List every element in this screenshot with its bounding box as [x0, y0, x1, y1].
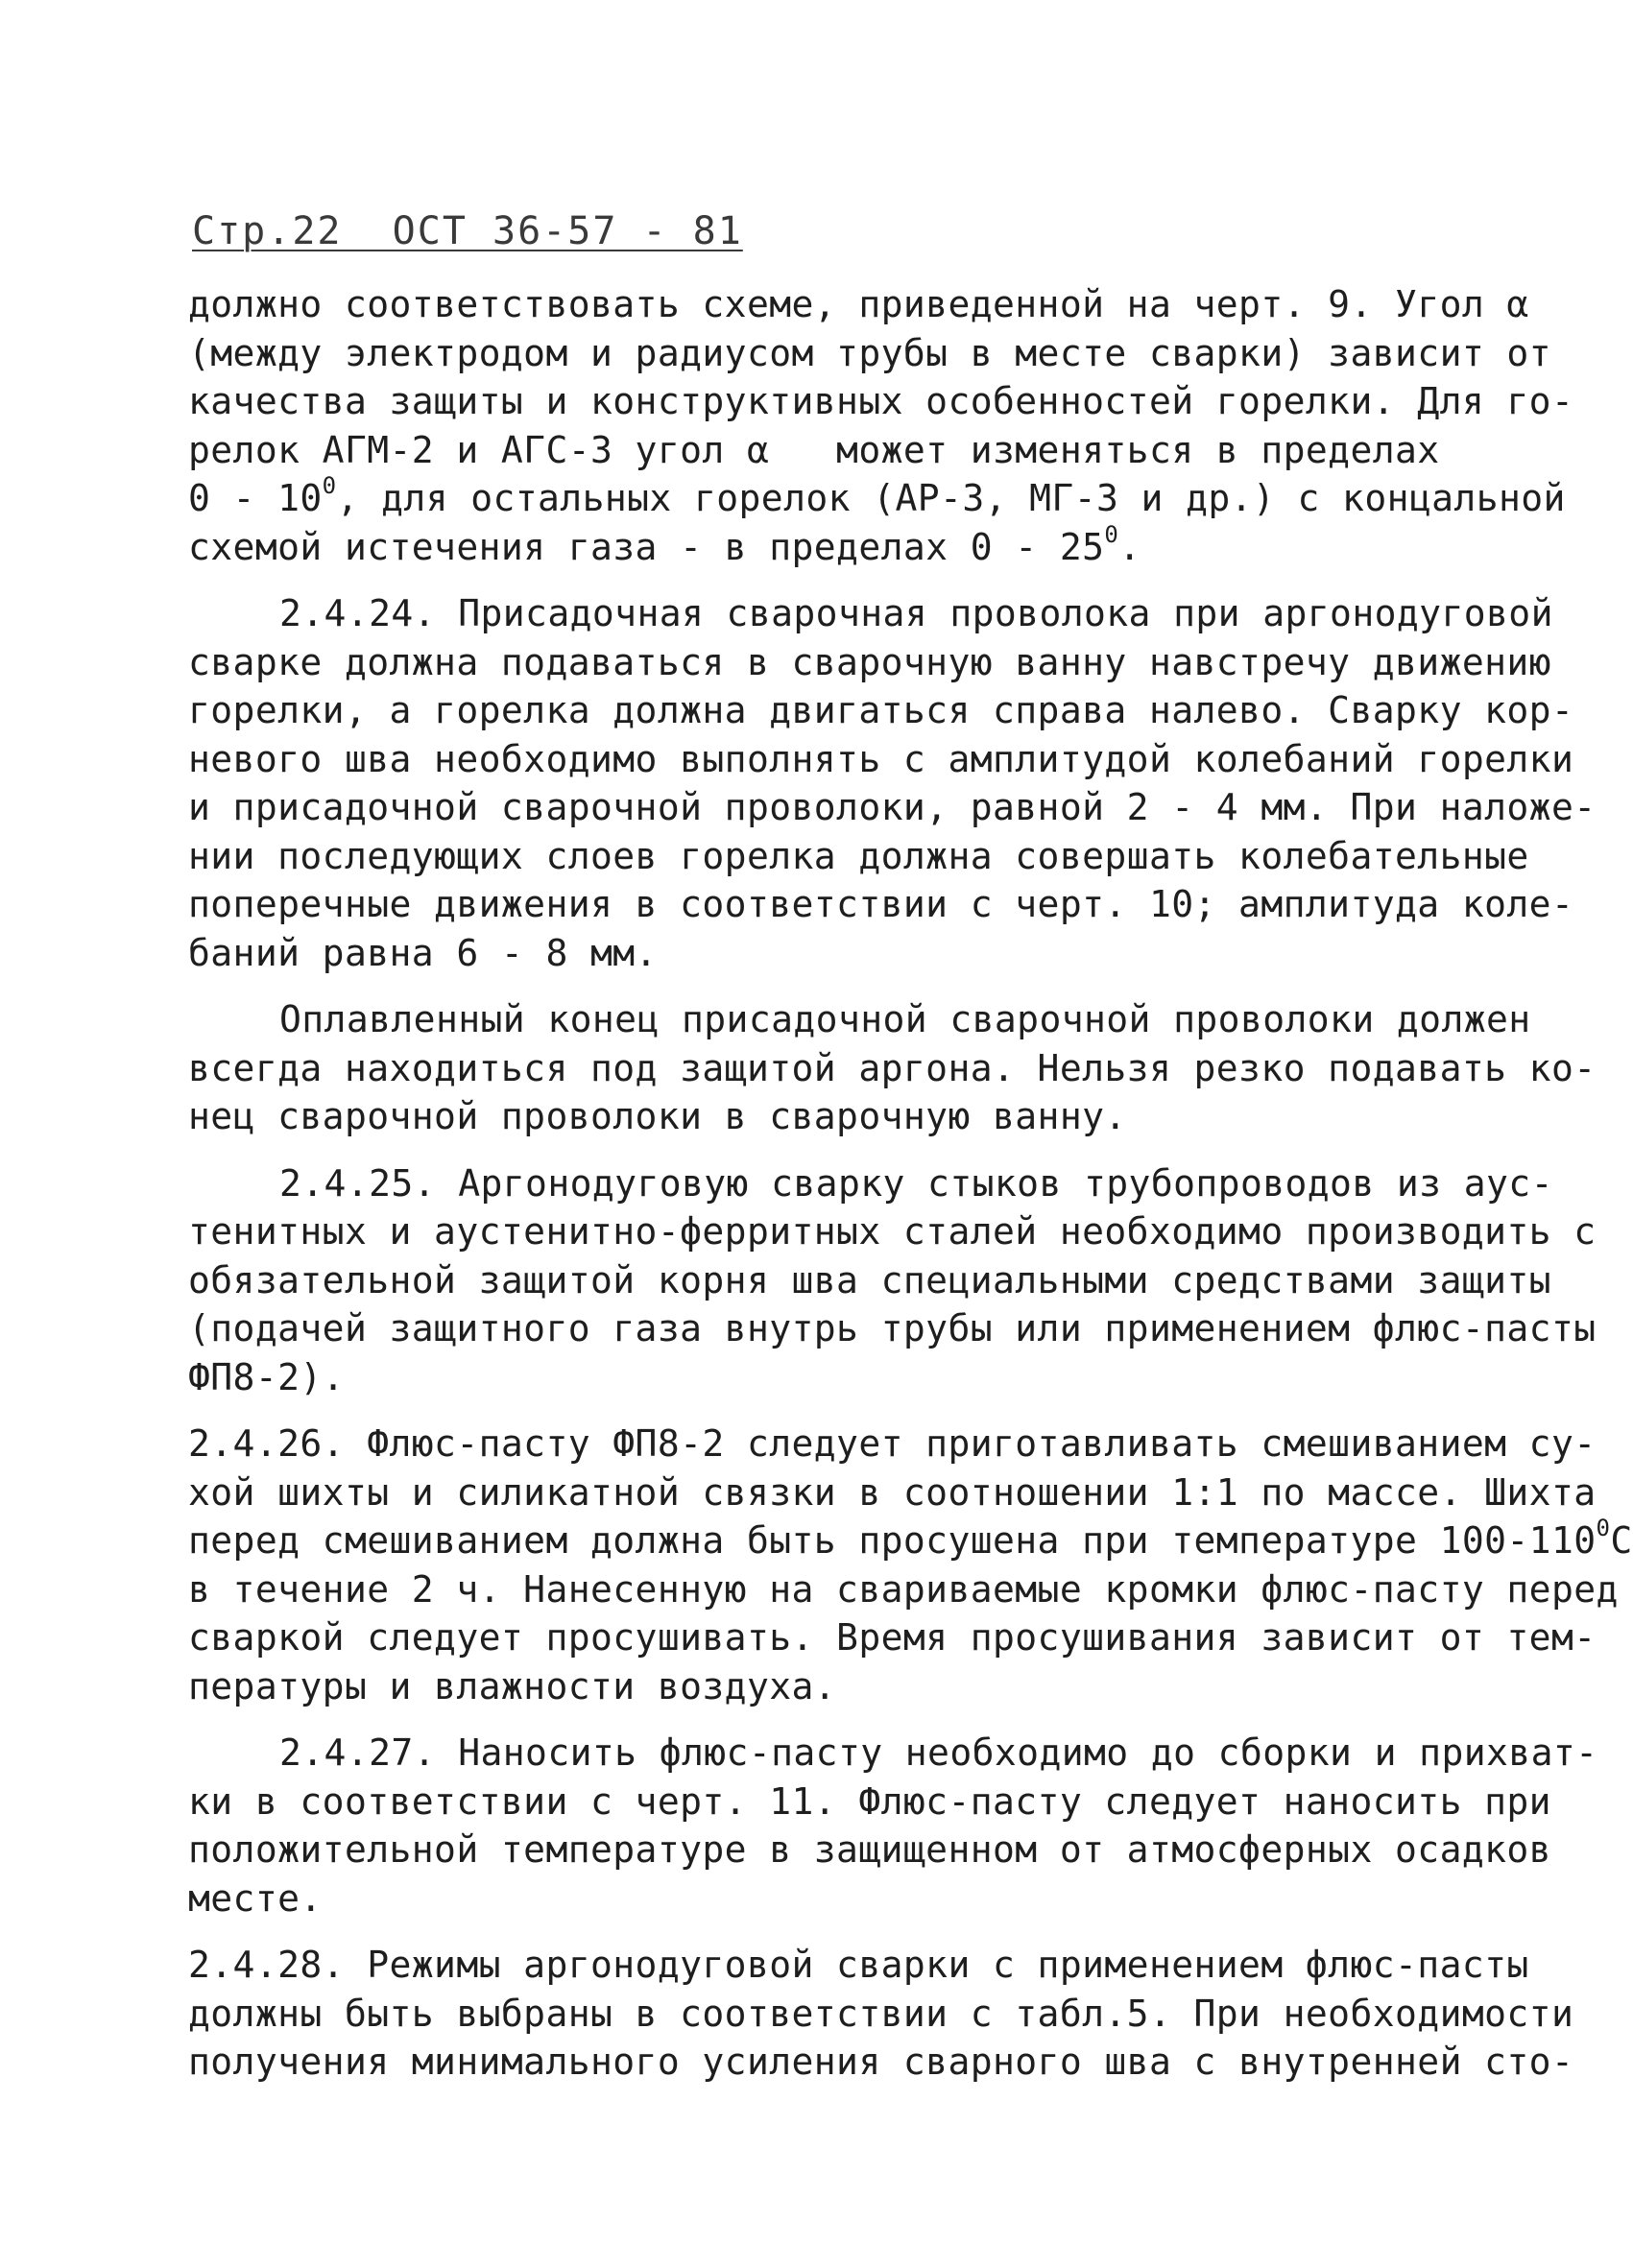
text-line-content: 2.4.27. Наносить флюс-пасту необходимо до сборки и прихват- [279, 1731, 1598, 1774]
text-line-content: 2.4.26. Флюс-пасту ФП8-2 следует приготавливать смешиванием су- [188, 1422, 1597, 1465]
text-line [188, 686, 1574, 735]
text-line-content: поперечные движения в соответствии с черт. 10; амплитуда коле- [188, 883, 1574, 925]
text-line [188, 1159, 1553, 1208]
text-line-content: 2.4.24. Присадочная сварочная проволока при аргонодуговой [279, 592, 1553, 634]
text-line-content: (между электродом и радиусом трубы в месте сварки) зависит от [188, 331, 1551, 374]
text-line-content: положительной температуре в защищенном от атмосферных осадков [188, 1828, 1551, 1871]
text-line-content: нец сварочной проволоки в сварочную ванну. [188, 1095, 1127, 1137]
text-line [188, 280, 1529, 329]
degree-superscript: 0 [1104, 520, 1119, 548]
text-line [188, 832, 1529, 881]
text-line [188, 1304, 1597, 1353]
text-line-content: (подачей защитного газа внутрь трубы или применением флюс-пасты [188, 1307, 1597, 1349]
text-line [188, 1826, 1551, 1874]
text-line-content: обязательной защитой корня шва специальными средствами защиты [188, 1258, 1551, 1301]
text-line [188, 2038, 1574, 2087]
text-line-content: всегда находиться под защитой аргона. Нельзя резко подавать ко- [188, 1046, 1597, 1089]
text-line-content: в течение 2 ч. Нанесенную на свариваемые кромки флюс-пасту перед [188, 1567, 1619, 1611]
text-line [188, 329, 1551, 378]
degree-superscript: 0 [1596, 1515, 1611, 1541]
text-line [188, 1874, 1446, 1923]
text-line-content: должно соответствовать схеме, приведенной на черт. 9. Угол α [188, 283, 1529, 325]
text-line [188, 783, 1597, 832]
text-line-continuation: С [1610, 1519, 1633, 1562]
text-line [188, 1515, 1633, 1565]
text-line-content: релок АГМ-2 и АГС-3 угол α может изменяться в пределах [188, 428, 1440, 471]
text-line-content: качества защиты и конструктивных особенностей горелки. Для го- [188, 380, 1574, 422]
text-line [188, 1778, 1551, 1826]
text-line-content: Оплавленный конец присадочной сварочной проволоки должен [279, 998, 1531, 1040]
text-line [188, 426, 1446, 475]
text-line-continuation: . [1118, 525, 1141, 568]
text-line [188, 1565, 1619, 1614]
text-line [188, 1353, 1446, 1402]
text-line [188, 1990, 1574, 2039]
text-line [188, 520, 1446, 572]
text-line [188, 377, 1574, 426]
text-line [188, 929, 1446, 978]
text-line-content: 2.4.28. Режимы аргонодуговой сварки с применением флюс-пасты [188, 1944, 1529, 1986]
text-line-content: нии последующих слоев горелка должна совершать колебательные [188, 834, 1529, 877]
text-line-content: ФП8-2). [188, 1355, 345, 1398]
degree-superscript: 0 [322, 472, 337, 499]
text-line-content: 2.4.25. Аргонодуговую сварку стыков трубопроводов из аус- [279, 1161, 1553, 1205]
text-line-content: получения минимального усиления сварного шва с внутренней сто- [188, 2041, 1574, 2083]
text-line-content: сваркой следует просушивать. Время просушивания зависит от тем- [188, 1616, 1597, 1659]
text-line-content: ки в соответствии с черт. 11. Флюс-пасту следует наносить при [188, 1779, 1551, 1823]
text-line [188, 1941, 1529, 1990]
text-line [188, 1420, 1597, 1468]
text-line-content: пературы и влажности воздуха. [188, 1664, 837, 1707]
text-line-content: хой шихты и силикатной связки в соотношении 1:1 по массе. Шихта [188, 1470, 1597, 1514]
page-header: Стр.22 ОСТ 36-57 - 81 [192, 209, 743, 253]
text-line-content: невого шва необходимо выполнять с амплитудой колебаний горелки [188, 737, 1574, 780]
text-line-continuation: , для остальных горелок (АР-3, МГ-3 и др.) с концальной [336, 477, 1566, 519]
text-line [188, 1207, 1597, 1256]
text-line-content: схемой истечения газа - в пределах 0 - 25 [188, 525, 1105, 568]
text-line [188, 638, 1551, 687]
text-line [188, 1613, 1597, 1662]
text-line-content: перед смешиванием должна быть просушена при температуре 100-110 [188, 1519, 1597, 1562]
text-line-content: баний равна 6 - 8 мм. [188, 931, 658, 974]
text-line [188, 735, 1574, 784]
text-line [188, 1662, 1446, 1711]
text-line-content: горелки, а горелка должна двигаться справа налево. Сварку кор- [188, 689, 1574, 731]
text-line [188, 589, 1553, 638]
text-line [188, 1468, 1597, 1517]
document-body [188, 280, 1633, 2087]
text-line-content: сварке должна подаваться в сварочную ванну навстречу движению [188, 640, 1551, 683]
text-line-content: должны быть выбраны в соответствии с табл.5. При необходимости [188, 1992, 1574, 2035]
text-line [188, 995, 1531, 1044]
text-line-content: месте. [188, 1876, 323, 1920]
text-line-content: 0 - 10 [188, 477, 323, 519]
text-line [188, 472, 1566, 523]
text-line [188, 880, 1574, 929]
text-line [188, 1729, 1598, 1778]
text-line [188, 1256, 1551, 1305]
text-line [188, 1044, 1597, 1093]
text-line-content: тенитных и аустенитно-ферритных сталей необходимо производить с [188, 1210, 1597, 1253]
text-line-content: и присадочной сварочной проволоки, равной 2 - 4 мм. При наложе- [188, 786, 1597, 828]
text-line [188, 1092, 1446, 1141]
